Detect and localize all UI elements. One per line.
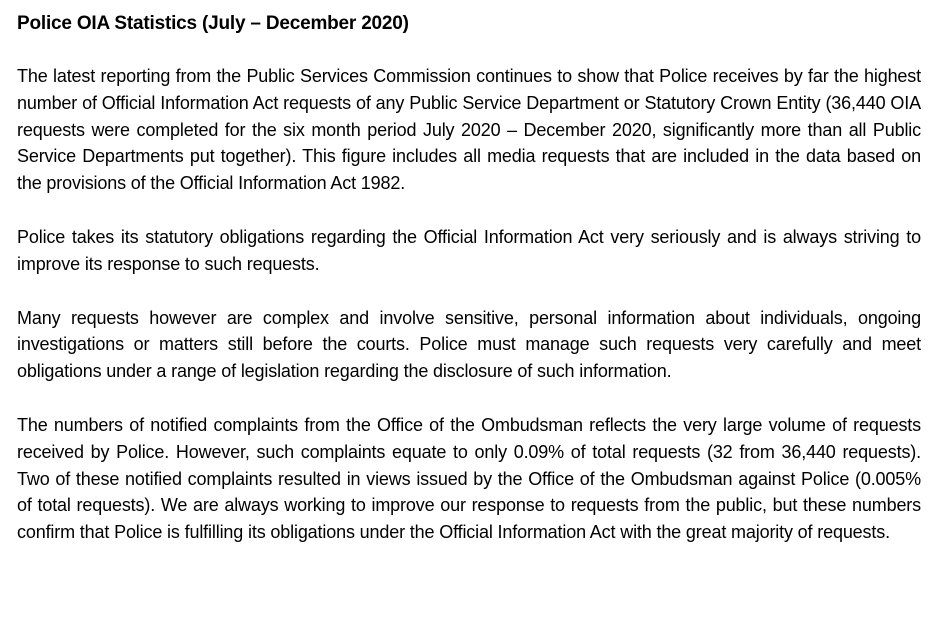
paragraph-complex-requests: Many requests however are complex and involve sensitive, personal information about individuals, ongoing investigations or matters still before the courts. Police must manage such requests very carefully and meet obligations under a range of legislation regarding the disclosure of such information. [17,307,921,382]
document-body [17,10,921,546]
paragraph-oia-reporting: The latest reporting from the Public Services Commission continues to show that Police receives by far the highest number of Official Information Act requests of any Public Service Department or Statutory Crown Entity (36,440 OIA requests were completed for the six month period July 2020 – December 2020, significantly more than all Public Service Departments put together). This figure includes all media requests that are included in the data based on the provisions of the Official Information Act 1982. [17,66,921,194]
paragraph-statutory-obligations: Police takes its statutory obligations regarding the Official Information Act very seriously and is always striving to improve its response to such requests. [17,226,921,274]
document-title: Police OIA Statistics (July – December 2020) [17,13,409,34]
paragraph-ombudsman-complaints: The numbers of notified complaints from the Office of the Ombudsman reflects the very large volume of requests received by Police. However, such complaints equate to only 0.09% of total requests (32 from 36,440 requests). Two of these notified complaints resulted in views issued by the Office of the Ombudsman against Police (0.005% of total requests). We are always working to improve our response to requests from the public, but these numbers confirm that Police is fulfilling its obligations under the Official Information Act with the great majority of requests. [17,414,921,543]
